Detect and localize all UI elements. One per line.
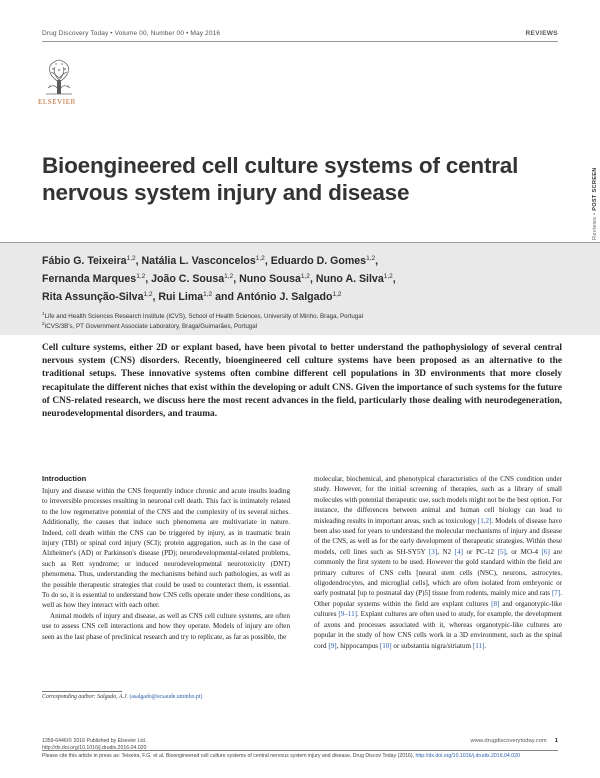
abstract: Cell culture systems, either 2D or explant based, have been pivotal to better understand the pathophysiology of several central nervous system (CNS) disorders. Recently, bioengineered cell culture systems have been proposed as an alternative to the traditional setups. These innovative systems often combine different cell populations in 3D environments that more closely recapitulate the different niches that exist within the developing or adult CNS. Given the importance of such systems for the future of CNS-related research, we discuss here the most recent advances in the field, particularly those dealing with neurodegeneration, neurodevelopmental disorders, and trauma. [42,343,562,420]
citation-link[interactable]: [9–11] [338,610,358,619]
author[interactable]: Natália L. Vasconcelos$^{1,2}$ [141,255,265,267]
author[interactable]: Rita Assunção-Silva$^{1,2}$ [42,291,153,303]
affiliation: $^2$ICVS/3B's, PT Government Associate Laboratory, Braga/Guimarães, Portugal [42,321,258,330]
author[interactable]: António J. Salgado$^{1,2}$ [236,291,342,303]
paragraph: Injury and disease within the CNS frequently induce chronic and acute insults leading to irreversible processes resulting in neuronal cell death. This fact is intimately related to the low regenerative potential of the CNS and the complexity of its several niches. Additionally, the causes that induce such phenomena are multivariate in nature. Indeed, cell death within the CNS can be triggered by injury, as in traumatic brain injury (TBI) or spinal cord injury (SCI); protein aggregation, such as in the case of Alzheimer's (AD) or Parkinson's disease (PD); neurodevelopmental-related problems, such as Rett syndrome; or induced neurodevelopmental neurotoxicity (DNT) phenomena. Thus, understanding the mechanisms behind such pathologies, as well as the possible therapeutic strategies that could be used to counteract them, is essential. To do so, it is essential to understand how CNS cells operate under these conditions, as well as how they interact with each other. [42,487,290,610]
citation-link[interactable]: [10] [379,641,392,650]
footer-site [471,738,558,744]
citation-link[interactable]: [9] [328,641,337,650]
affiliation: $^1$Life and Health Sciences Research Institute (ICVS), School of Health Sciences, University of Minho, Braga, Portugal [42,311,364,320]
side-section-tab [584,150,598,240]
article-title: Bioengineered cell culture systems of central nervous system injury and disease [42,153,519,205]
page-number: 1 [554,738,558,744]
header-divider [42,41,558,42]
citation-doi-link[interactable]: http://dx.doi.org/10.1016/j.drudis.2016.04.020 [415,753,520,759]
citation-link[interactable]: [5] [497,547,506,556]
author[interactable]: Nuno A. Silva$^{1,2}$ [315,273,393,285]
side-tab-label: POST SCREEN [592,167,598,211]
author[interactable]: Nuno Sousa$^{1,2}$ [239,273,310,285]
author-email-link[interactable]: (asalgado@ecsaude.uminho.pt) [129,694,203,700]
author[interactable]: Rui Lima$^{1,2}$ [158,291,213,303]
journal-info: Drug Discovery Today • Volume 00, Number 00 • May 2016 [42,30,221,37]
citation-link[interactable]: [1,2] [477,516,492,525]
citation-link[interactable]: [8] [491,599,500,608]
citation-link[interactable]: [7] [551,589,561,598]
section-heading: Introduction [42,474,87,483]
journal-website-link[interactable]: www.drugdiscoverytoday.com [470,738,547,744]
side-tab-prefix: Reviews • [592,210,598,240]
section-label: REVIEWS [525,30,558,37]
author-list: Fábio G. Teixeira$^{1,2}$, Natália L. Vasconcelos$^{1,2}$, Eduardo D. Gomes$^{1,2}$, Fernanda Marques$^{1,2}$, João C. Sousa$^{1,2}$, Nuno Sousa$^{1,2}$, Nuno A. Silva$^{1,2}$, Rita Assunção-Silva$^{1,2}$, Rui Lima$^{1,2}$ and António J. Salgado$^{1,2}$ [42,255,396,303]
author[interactable]: João C. Sousa$^{1,2}$ [151,273,234,285]
citation-link[interactable]: [6] [541,547,550,556]
author[interactable]: Fernanda Marques$^{1,2}$ [42,273,146,285]
citation-link[interactable]: [4] [454,547,463,556]
citation-link[interactable]: [11] [472,641,485,650]
side-tab-text [592,167,598,240]
author[interactable]: Fábio G. Teixeira$^{1,2}$ [42,255,136,267]
citation-link[interactable]: [3] [428,547,438,556]
publisher-wordmark: ELSEVIER [38,98,76,106]
paragraph: Animal models of injury and disease, as well as CNS cell culture systems, are often use to assess CNS cell interactions and how they operate. Models of injury are often seen as the last phase of preclinical research and try to replicate, as far as possible, the [42,611,290,641]
corresponding-author: Corresponding author: Salgado, A.J. (asalgado@ecsaude.uminho.pt) [42,694,203,700]
footer-divider [42,750,558,751]
citation-note: Please cite this article in press as: Teixeira, F.G. et al. Bioengineered cell culture systems of central nervous system injury and disease, Drug Discov Today (2016), http://dx.doi.org/10.1016/j.drudis.2016.04.020 [42,753,520,759]
paragraph: molecular, biochemical, and phenotypical characteristics of the CNS condition under study. However, for the initial screening of therapies, such as a library of small molecules with potential therapeutic use, such models might not be the best option. For instance, the differences between animal and human cell biology can lead to misleading results in important areas, such as toxicology [1,2]. Models of disease have been also used for years to understand the molecular mechanisms of injury and disease of the CNS, as well as for the early development of therapeutic strategies. Within these models, cell lines such as SH-SY5Y [3], N2 [4] or PC-12 [5], or MO-4 [6] are commonly the first system to be used. However the gold standard within the field are primary cultures of CNS cells [neural stem cells (NSC), neurons, astrocytes, oligodendrocytes, and microglial cells], which are often isolated from embryonic or early postnatal [up to postnatal day (P)5] tissue from rodents, mainly mice and rats [7]. Other popular systems within the field are explant cultures [8] and organotypic-like cultures [9–11]. Explant cultures are often used to study, for example, the development of axons and processes associated with it, whereas organotypic-like cultures are popular in the study of how CNS cells work in a 3D environment, such as the spinal cord [9], hippocampus [10] or substantia nigra/striatum [11]. [314,475,563,650]
footnote-divider [42,691,122,692]
body-column-left [42,474,290,642]
body-column-right [314,474,562,651]
issn-line: 1359-6446/© 2016 Published by Elsevier Ltd. [42,738,147,744]
author[interactable]: Eduardo D. Gomes$^{1,2}$ [270,255,376,267]
doi-link[interactable]: http://dx.doi.org/10.1016/j.drudis.2016.04.020 [42,744,147,751]
